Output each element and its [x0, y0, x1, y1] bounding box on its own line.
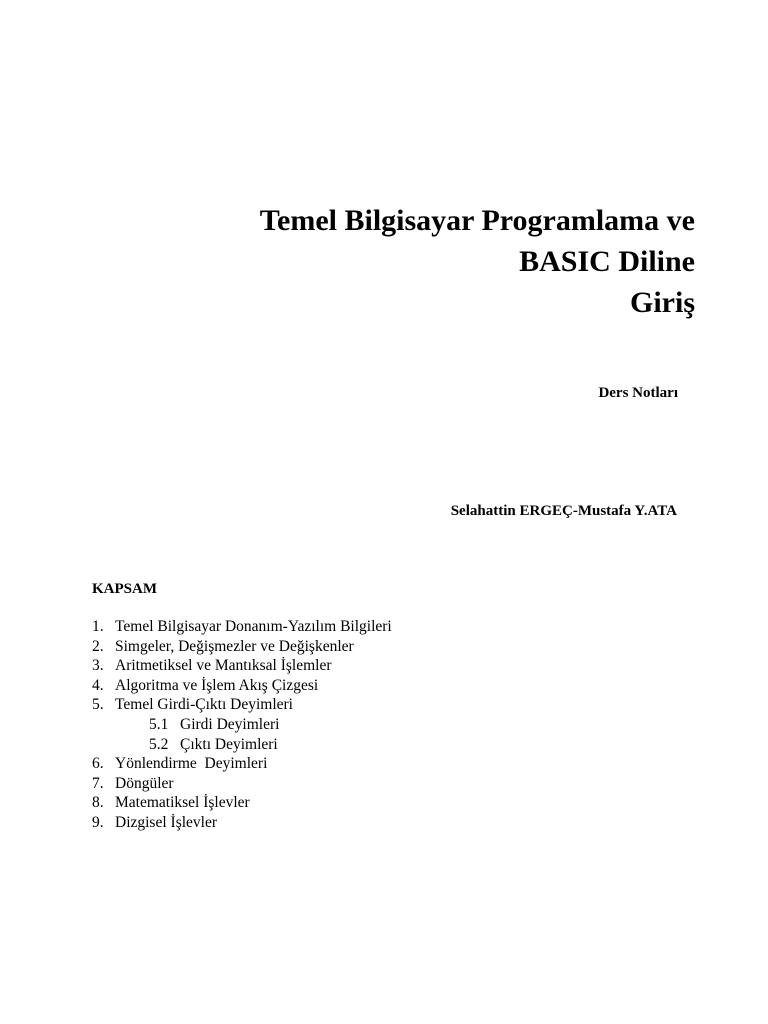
- toc-item-number: 5.: [92, 696, 104, 714]
- toc-item-label: Girdi Deyimleri: [180, 715, 280, 733]
- toc-item-number: 6.: [92, 755, 104, 773]
- toc-item-label: Temel Bilgisayar Donanım-Yazılım Bilgileri: [115, 618, 392, 635]
- toc-item: [92, 695, 392, 715]
- toc-item: [92, 656, 392, 676]
- title-line-1: Temel Bilgisayar Programlama ve: [259, 204, 695, 237]
- toc-item: [92, 637, 392, 657]
- toc-item-number: 2.: [92, 637, 104, 655]
- toc-item-label: Matematiksel İşlevler: [115, 794, 250, 812]
- document-authors: Selahattin ERGEÇ-Mustafa Y.ATA: [450, 503, 677, 519]
- toc-item-label: Yönlendirme Deyimleri: [115, 755, 268, 773]
- toc-subitem: [92, 735, 392, 755]
- toc-item-number: 9.: [92, 813, 104, 831]
- toc-subitem: [92, 715, 392, 735]
- document-title: [260, 200, 695, 323]
- toc-item: [92, 617, 392, 637]
- title-line-2: BASIC Diline: [519, 245, 695, 278]
- toc-item-label: Simgeler, Değişmezler ve Değişkenler: [115, 637, 354, 655]
- toc-item-number: 5.1: [149, 715, 169, 733]
- scope-heading: KAPSAM: [92, 581, 157, 597]
- toc-item-label: Çıktı Deyimleri: [180, 735, 278, 753]
- document-subtitle: Ders Notları: [598, 385, 678, 401]
- toc-item-label: Döngüler: [115, 774, 174, 792]
- toc-item: [92, 676, 392, 696]
- toc-item: [92, 754, 392, 774]
- toc-item-label: Temel Girdi-Çıktı Deyimleri: [115, 696, 293, 714]
- toc-item-number: 3.: [92, 657, 104, 675]
- toc-item-label: Dizgisel İşlevler: [115, 813, 218, 831]
- toc-item-number: 5.2: [149, 735, 169, 753]
- toc-item: [92, 813, 392, 833]
- toc-item-number: 4.: [92, 676, 104, 694]
- toc-item-number: 1.: [92, 618, 104, 635]
- toc-item-number: 7.: [92, 774, 104, 792]
- toc-item: [92, 793, 392, 813]
- toc-item-label: Algoritma ve İşlem Akış Çizgesi: [115, 676, 319, 694]
- toc-item: [92, 774, 392, 794]
- toc-item-label: Aritmetiksel ve Mantıksal İşlemler: [115, 657, 332, 675]
- table-of-contents: [92, 617, 392, 833]
- title-line-3: Giriş: [630, 286, 695, 319]
- toc-item-number: 8.: [92, 794, 104, 812]
